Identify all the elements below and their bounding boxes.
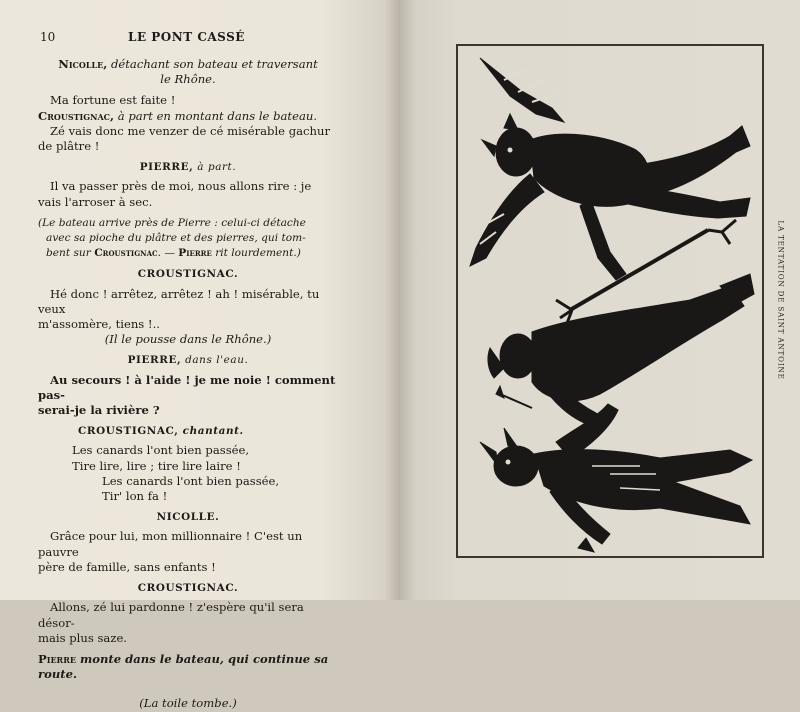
curtain-direction: (La toile tombe.) — [139, 696, 237, 711]
dialogue-line: Allons, zé lui pardonne ! z'espère qu'il sera désor- — [38, 600, 304, 630]
song-line: Les canards l'ont bien passée, — [102, 473, 280, 488]
speaker-heading: CROUSTIGNAC. — [137, 582, 239, 595]
speaker-heading: PIERRE, à part. — [139, 161, 237, 174]
page-header — [40, 30, 340, 48]
dialogue-line: Il va passer près de moi, nous allons rire : je — [50, 179, 312, 194]
stage-direction: Pierre monte dans le bateau, qui continue sa route. — [38, 651, 329, 682]
song-line: Tire lire, lire ; tire lire laire ! — [72, 458, 241, 473]
dialogue-line: père de famille, sans enfants ! — [38, 559, 216, 574]
speaker-heading: CROUSTIGNAC. — [137, 268, 239, 281]
stage-direction: avec sa pioche du plâtre et des pierres, qui tom- — [46, 232, 306, 245]
speaker-line: Croustignac, à part en montant dans le bateau. — [38, 108, 318, 123]
winged-demon-figure — [470, 58, 750, 280]
stage-direction: (Il le pousse dans le Rhône.) — [104, 332, 272, 347]
saint-anthony-figure — [488, 274, 754, 428]
dialogue-line: serai-je la rivière ? — [38, 403, 160, 418]
speaker-heading: CROUSTIGNAC, chantant. — [78, 425, 244, 438]
woodcut-illustration — [460, 48, 760, 554]
stage-direction-cont: le Rhône. — [160, 72, 216, 87]
plate-caption: LA TENTATION DE SAINT ANTOINE — [776, 220, 786, 380]
dialogue-line: Au secours ! à l'aide ! je me noie ! comment pas- — [38, 372, 336, 402]
page-number: 10 — [40, 30, 56, 44]
dialogue-line: Zé vais donc me venzer de cé misérable gachur — [50, 123, 331, 138]
dialogue-line: vais l'arroser à sec. — [38, 194, 153, 209]
stage-direction: bent sur Croustignac. — Pierre rit lourdement.) — [46, 247, 301, 260]
dialogue-line: Grâce pour lui, mon millionnaire ! C'est un pauvre — [38, 529, 303, 559]
dialogue-line: m'assomère, tiens !.. — [38, 317, 160, 332]
stage-direction: Nicolle, détachant son bateau et traversant — [58, 57, 318, 71]
speaker-heading: NICOLLE. — [156, 511, 220, 524]
running-title: LE PONT CASSÉ — [128, 30, 245, 44]
stage-direction: (Le bateau arrive près de Pierre : celui-ci détache — [38, 216, 306, 229]
horned-demon-figure — [480, 404, 752, 552]
speaker-heading: PIERRE, dans l'eau. — [127, 354, 249, 367]
dialogue-line: de plâtre ! — [38, 139, 100, 154]
play-text — [38, 57, 338, 712]
song-line: Tir' lon fa ! — [102, 489, 168, 504]
dialogue-line: Ma fortune est faite ! — [50, 93, 176, 108]
dialogue-line: mais plus saze. — [38, 630, 127, 645]
song-line: Les canards l'ont bien passée, — [72, 443, 250, 458]
dialogue-line: Hé donc ! arrêtez, arrêtez ! ah ! misérable, tu veux — [38, 286, 320, 316]
